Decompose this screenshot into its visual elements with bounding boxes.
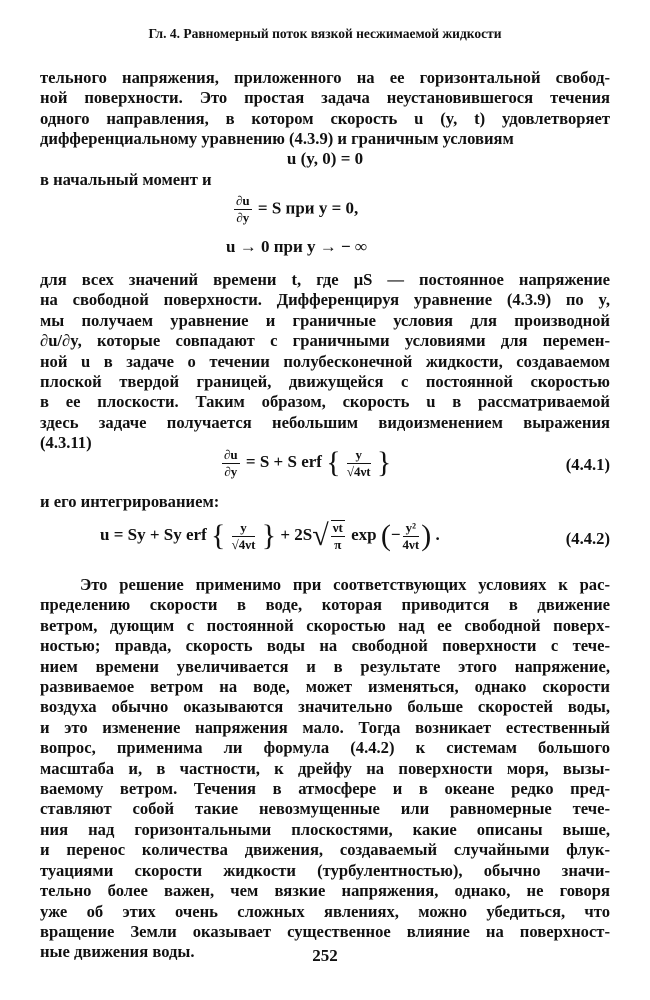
sqrt-sign: √ — [312, 519, 329, 552]
text-line: на свободной поверхности. Дифференцируя уравнение (4.3.9) по y, — [40, 290, 610, 310]
fraction-denominator: √4νt — [231, 536, 256, 552]
fraction-numerator: ∂u — [236, 193, 250, 208]
running-header: Гл. 4. Равномерный поток вязкой несжимаемой жидкости — [148, 26, 502, 41]
fraction — [234, 194, 252, 225]
equation-rhs: = S при y = 0, — [257, 198, 359, 218]
equation-boundary-condition-1 — [232, 194, 358, 225]
text-line: для всех значений времени t, где μS — постоянное напряжение — [40, 270, 610, 289]
text-line: дифференциальному уравнению (4.3.9) и граничным условиям — [40, 129, 514, 149]
text-line: масштаба и, в частности, к дрейфу на поверхности моря, вызы- — [40, 758, 610, 778]
close-paren: ) — [421, 519, 432, 552]
fraction-numerator: ∂u — [224, 446, 238, 462]
close-brace: } — [261, 519, 277, 552]
equation-4-4-1 — [220, 446, 391, 480]
open-brace: { — [211, 519, 226, 552]
sqrt-fraction — [331, 520, 345, 552]
equation-rhs: = S + S erf — [245, 451, 322, 471]
fraction — [222, 448, 240, 479]
equation-4-4-2: u = Sy + Sy erf { $\frac{y}{√4\nu t}$ } + 2S√ $\frac{\nu t}{\pi}$ exp (− $\frac{\text{y²}}{4\nu t}$ ) . — [100, 519, 440, 552]
text-line: ностью; правда, скорость воды на свободной поверхности с тече- — [40, 636, 610, 656]
text-line: уже об этих очень сложных явлениях, можно убедиться, что — [40, 901, 610, 921]
text-initial-moment: в начальный момент и — [40, 170, 212, 189]
text-line: ной поверхности. Это простая задача неустановившегося течения — [40, 88, 610, 108]
text-line: ния над горизонтальными плоскостями, какие описаны выше, — [40, 819, 610, 839]
text-line: (4.3.11) — [40, 433, 92, 453]
text-line: ветром, дующим с постоянной скоростью над ее свободной поверх- — [40, 615, 610, 635]
paragraph-derivation — [40, 270, 610, 454]
close-brace: } — [376, 446, 392, 479]
equation-boundary-condition-2: u → 0 при y → − ∞ — [226, 237, 368, 256]
page-number: 252 — [312, 946, 338, 965]
text-line: ной u в задаче о течении полубесконечной жидкости, создаваемом — [40, 351, 610, 371]
equation-term: + 2S — [280, 524, 313, 544]
text-line: здесь задаче получается небольшим видоизменением выражения — [40, 412, 610, 432]
text-line: нием времени увеличивается и в результате этого напряжение, — [40, 656, 610, 676]
fraction-denominator: √4νt — [346, 463, 371, 479]
fraction — [403, 521, 420, 552]
text-line: ные движения воды. — [40, 942, 195, 962]
text-line: мы получаем уравнение и граничные условия для производной — [40, 310, 610, 330]
text-line: и перенос количества движения, создаваемый случайными флук- — [40, 840, 610, 860]
text-line: ваемому ветром. Течения в атмосфере и в океане редко пред- — [40, 779, 610, 799]
equation-initial-condition: u (y, 0) = 0 — [286, 149, 364, 168]
fraction-numerator: y² — [403, 521, 420, 537]
text-line: ∂u/∂y, которые совпадают с граничными условиями для перемен- — [40, 331, 610, 351]
text-line: Это решение применимо при соответствующих условиях к рас- — [80, 575, 610, 594]
text-line: ставляют собой такие невозмущенные или равномерные тече- — [40, 799, 610, 819]
text-line: плоской твердой границей, движущейся с постоянной скоростью — [40, 372, 610, 392]
equation-number: (4.4.1) — [565, 455, 610, 474]
text-line: одного направления, в котором скорость u (y, t) удовлетворяет — [40, 108, 610, 128]
text-line: и это изменение напряжения мало. Тогда возникает естественный — [40, 717, 610, 737]
paragraph-discussion — [40, 575, 610, 963]
fraction-denominator: π — [334, 537, 342, 552]
text-line: вопрос, применима ли формула (4.4.2) к системам большого — [40, 738, 610, 758]
fraction — [347, 448, 371, 479]
fraction — [232, 521, 256, 552]
fraction-numerator: y — [347, 448, 371, 464]
fraction-numerator: y — [232, 521, 256, 537]
text-line: туациями скорости жидкости (турбулентностью), обычно значи- — [40, 860, 610, 880]
text-line: тельно более важен, чем вязкие напряжения, однако, не говоря — [40, 881, 610, 901]
equation-lhs: u = Sy + Sy erf — [100, 524, 207, 544]
fraction-denominator: 4νt — [402, 536, 420, 552]
fraction-numerator: νt — [332, 520, 343, 535]
text-line: вращение Земли оказывает существенное влияние на поверхност- — [40, 921, 610, 941]
text-line: тельного напряжения, приложенного на ее горизонтальной свобод- — [40, 68, 610, 87]
open-paren: ( — [380, 519, 391, 552]
paragraph-intro — [40, 68, 610, 150]
text-integration: и его интегрированием: — [40, 492, 220, 511]
text-line: развиваемое ветром на воде, может изменяться, однако скорости — [40, 677, 610, 697]
text-line: пределению скорости в воде, которая приводится в движение — [40, 595, 610, 615]
fraction-denominator: ∂y — [236, 210, 250, 225]
equation-number: (4.4.2) — [565, 529, 610, 548]
exp-function: exp — [351, 524, 377, 544]
open-brace: { — [326, 446, 341, 479]
fraction-denominator: ∂y — [224, 463, 238, 479]
text-line: в ее плоскости. Таким образом, скорость u в рассматриваемой — [40, 392, 610, 412]
text-line: воздуха обычно оказываются значительно больше скоростей воды, — [40, 697, 610, 717]
